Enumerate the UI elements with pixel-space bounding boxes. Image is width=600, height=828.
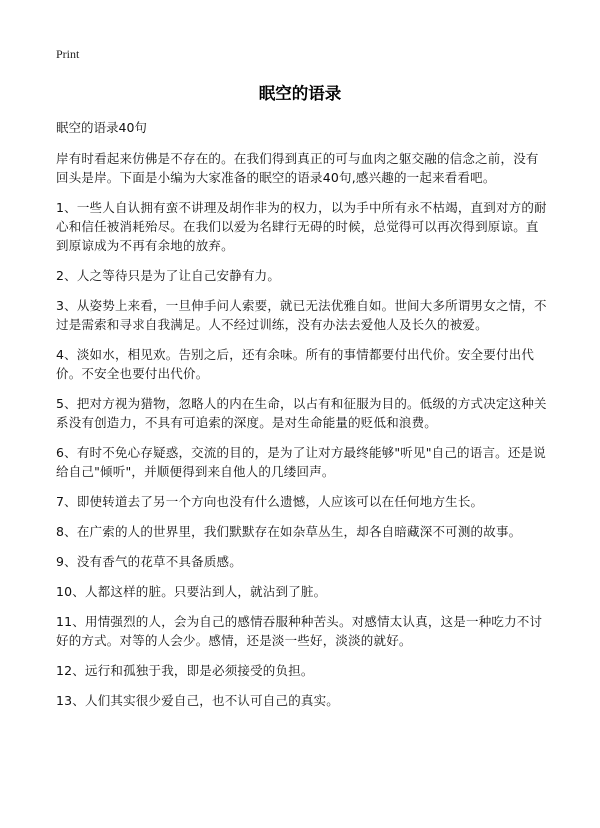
quote-item: 13、人们其实很少爱自己，也不认可自己的真实。 — [56, 693, 340, 708]
quote-item: 3、从姿势上来看，一旦伸手问人索要，就已无法优雅自如。世间大多所谓男女之情，不过是需索和寻求自我满足。人不经过训练，没有办法去爱他人及长久的被爱。 — [56, 298, 547, 332]
quote-item: 9、没有香气的花草不具备质感。 — [56, 554, 242, 569]
quote-item: 4、淡如水，相见欢。告别之后，还有余味。所有的事情都要付出代价。安全要付出代价。不安全也要付出代价。 — [56, 347, 535, 381]
article-body — [56, 149, 550, 721]
quote-item: 6、有时不免心存疑惑，交流的目的，是为了让对方最终能够"听见"自己的语言。还是说给自己"倾听"，并顺便得到来自他人的几缕回声。 — [56, 445, 546, 479]
quote-item: 11、用情强烈的人，会为自己的感情吞服种种苦头。对感情太认真，这是一种吃力不讨好的方式。对等的人会少。感情，还是淡一些好，淡淡的就好。 — [56, 614, 543, 648]
quote-item: 2、人之等待只是为了让自己安静有力。 — [56, 268, 281, 283]
quote-item: 7、即使转道去了另一个方向也没有什么遗憾，人应该可以在任何地方生长。 — [56, 494, 484, 509]
page-subtitle: 眠空的语录40句 — [56, 120, 147, 135]
quote-item: 5、把对方视为猎物，忽略人的内在生命，以占有和征服为目的。低级的方式决定这种关系没有创造力，不具有可追索的深度。是对生命能量的贬低和浪费。 — [56, 396, 547, 430]
quote-item: 10、人都这样的脏。只要沾到人，就沾到了脏。 — [56, 584, 327, 599]
quote-item: 12、远行和孤独于我，即是必须接受的负担。 — [56, 663, 314, 678]
quote-item: 8、在广索的人的世界里，我们默默存在如杂草丛生，却各自暗藏深不可测的故事。 — [56, 524, 522, 539]
print-link[interactable]: Print — [56, 47, 80, 61]
intro-paragraph: 岸有时看起来仿佛是不存在的。在我们得到真正的可与血肉之躯交融的信念之前，没有回头是岸。下面是小编为大家准备的眠空的语录40句,感兴趣的一起来看看吧。 — [56, 151, 539, 185]
page-title: 眠空的语录 — [258, 84, 342, 103]
quote-item: 1、一些人自认拥有蛮不讲理及胡作非为的权力，以为手中所有永不枯竭，直到对方的耐心和信任被消耗殆尽。在我们以爱为名肆行无碍的时候，总觉得可以再次得到原谅。直到原谅成为不再有余地的放弃。 — [56, 200, 547, 253]
